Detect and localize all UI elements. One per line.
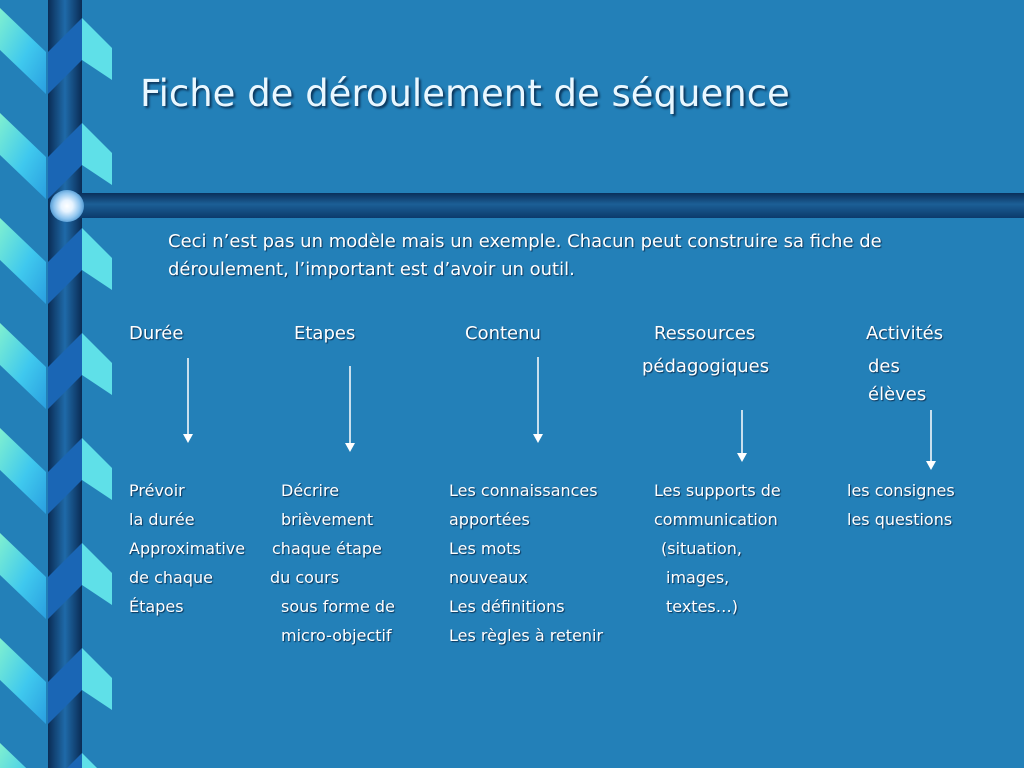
column-contenu	[449, 476, 603, 650]
header-etapes: Etapes	[294, 323, 356, 344]
slide-title: Fiche de déroulement de séquence	[140, 72, 790, 115]
arrow-down-icon	[183, 358, 193, 443]
column-line: textes…)	[666, 597, 738, 616]
header-ressources: Ressources	[654, 323, 756, 344]
arrow-down-icon	[926, 410, 936, 470]
column-line: Les mots	[449, 539, 521, 558]
column-duree	[129, 476, 245, 621]
column-line: Les connaissances	[449, 481, 598, 500]
header-activites: Activités	[866, 323, 944, 344]
column-activites	[847, 476, 955, 534]
arrow-down-icon	[533, 357, 543, 443]
column-line: images,	[666, 568, 730, 587]
header-ressources-line2: pédagogiques	[642, 356, 770, 377]
header-activites-line3: élèves	[868, 384, 927, 405]
header-activites-line2: des	[868, 356, 900, 377]
column-line: la durée	[129, 510, 195, 529]
column-ressources	[654, 476, 781, 621]
column-line: (situation,	[661, 539, 742, 558]
column-line: les consignes	[847, 481, 955, 500]
column-line: Les règles à retenir	[449, 626, 604, 645]
column-line: apportées	[449, 510, 530, 529]
column-line: communication	[654, 510, 778, 529]
column-line: Les définitions	[449, 597, 565, 616]
intro-text: Ceci n’est pas un modèle mais un exemple. Chacun peut construire sa fiche de déroulement, l’important est d’avoir un outil.	[168, 231, 882, 280]
arrow-down-icon	[345, 366, 355, 452]
header-contenu: Contenu	[465, 323, 541, 344]
column-line: nouveaux	[449, 568, 528, 587]
header-duree: Durée	[129, 323, 184, 344]
column-line: Décrire	[281, 481, 340, 500]
column-line: du cours	[270, 568, 340, 587]
column-line: Les supports de	[654, 481, 781, 500]
column-etapes	[270, 476, 395, 650]
column-line: micro-objectif	[281, 626, 392, 645]
column-line: Prévoir	[129, 481, 185, 500]
column-line: Approximative	[129, 539, 246, 558]
column-line: Étapes	[129, 597, 184, 616]
column-line: brièvement	[281, 510, 374, 529]
column-line: de chaque	[129, 568, 213, 587]
arrow-down-icon	[737, 410, 747, 462]
column-line: chaque étape	[272, 539, 382, 558]
column-line: les questions	[847, 510, 953, 529]
column-line: sous forme de	[281, 597, 395, 616]
